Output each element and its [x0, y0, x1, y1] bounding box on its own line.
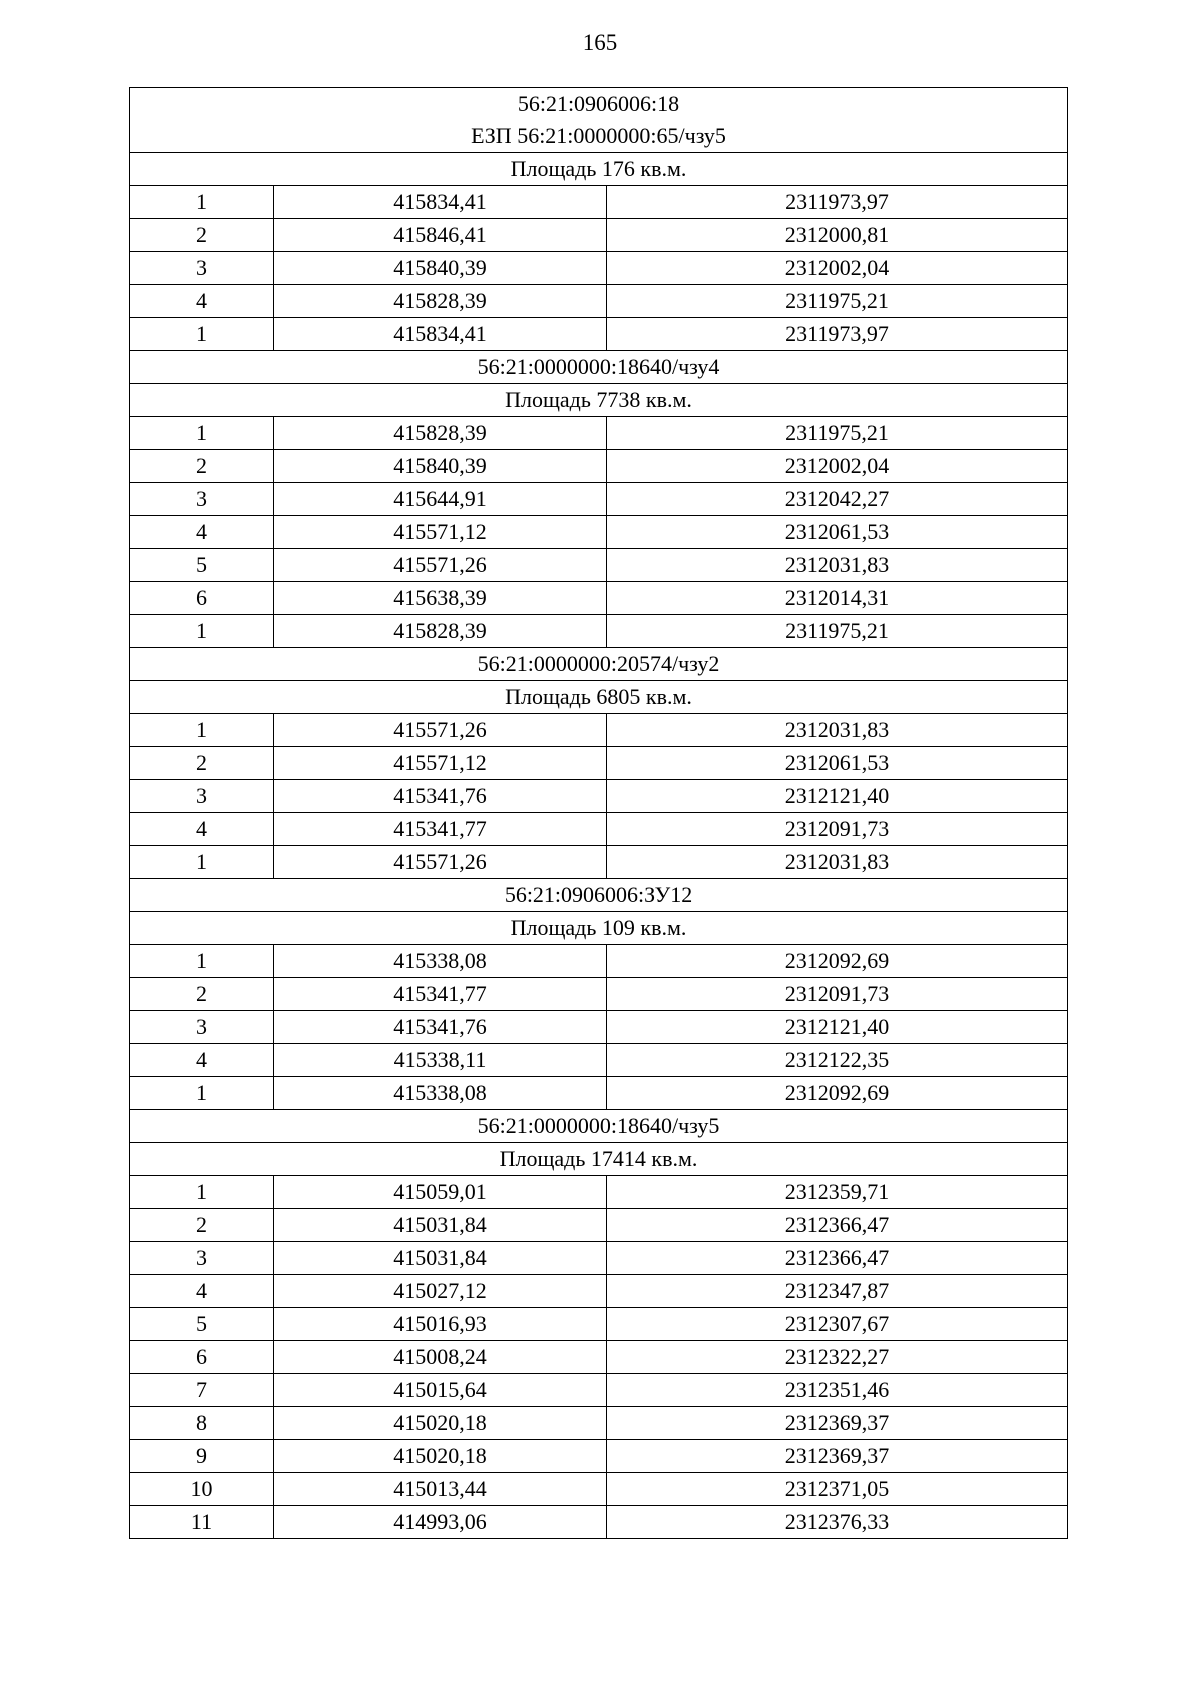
- coordinate-y: 2312000,81: [607, 219, 1068, 252]
- table-row: [130, 1011, 1068, 1044]
- coordinate-x: 415341,76: [274, 780, 607, 813]
- coordinate-y: 2312359,71: [607, 1176, 1068, 1209]
- point-number: 7: [130, 1374, 274, 1407]
- point-number: 3: [130, 1242, 274, 1275]
- coordinate-x: 415840,39: [274, 450, 607, 483]
- point-number: 4: [130, 813, 274, 846]
- point-number: 6: [130, 1341, 274, 1374]
- coordinate-x: 415015,64: [274, 1374, 607, 1407]
- coordinate-y: 2312347,87: [607, 1275, 1068, 1308]
- point-number: 2: [130, 747, 274, 780]
- coordinate-y: 2311975,21: [607, 285, 1068, 318]
- table-row: [130, 516, 1068, 549]
- point-number: 2: [130, 450, 274, 483]
- table-row: [130, 417, 1068, 450]
- table-row: [130, 1308, 1068, 1341]
- table-row: [130, 945, 1068, 978]
- point-number: 1: [130, 615, 274, 648]
- parcel-id: 56:21:0000000:18640/чзу4: [477, 354, 720, 379]
- coordinate-y: 2312002,04: [607, 252, 1068, 285]
- table-row: [130, 1341, 1068, 1374]
- table-row: [130, 450, 1068, 483]
- point-number: 1: [130, 945, 274, 978]
- parcel-area-row: [130, 1143, 1068, 1176]
- table-row: [130, 1275, 1068, 1308]
- coordinate-y: 2311975,21: [607, 615, 1068, 648]
- parcel-header-row: [130, 88, 1068, 153]
- coordinate-x: 415834,41: [274, 318, 607, 351]
- table-row: [130, 615, 1068, 648]
- coordinate-x: 415571,26: [274, 846, 607, 879]
- coordinate-y: 2311973,97: [607, 186, 1068, 219]
- point-number: 3: [130, 252, 274, 285]
- coordinate-y: 2312031,83: [607, 714, 1068, 747]
- parcel-id: 56:21:0906006:ЗУ12: [504, 882, 693, 907]
- coordinate-y: 2312031,83: [607, 846, 1068, 879]
- coordinate-x: 415571,12: [274, 516, 607, 549]
- coordinate-y: 2312376,33: [607, 1506, 1068, 1539]
- table-row: [130, 1506, 1068, 1539]
- point-number: 1: [130, 1077, 274, 1110]
- parcel-header-cell: [130, 351, 1068, 384]
- point-number: 1: [130, 1176, 274, 1209]
- point-number: 11: [130, 1506, 274, 1539]
- table-row: [130, 1407, 1068, 1440]
- coordinate-x: 415031,84: [274, 1242, 607, 1275]
- coordinate-x: 415020,18: [274, 1407, 607, 1440]
- parcel-header-cell: [130, 648, 1068, 681]
- coordinate-y: 2312121,40: [607, 780, 1068, 813]
- parcel-area: Площадь 176 кв.м.: [130, 153, 1068, 186]
- parcel-area: Площадь 109 кв.м.: [130, 912, 1068, 945]
- point-number: 4: [130, 1275, 274, 1308]
- parcel-header-row: [130, 351, 1068, 384]
- point-number: 5: [130, 1308, 274, 1341]
- coordinate-y: 2312014,31: [607, 582, 1068, 615]
- table-row: [130, 747, 1068, 780]
- parcel-area: Площадь 7738 кв.м.: [130, 384, 1068, 417]
- table-row: [130, 1077, 1068, 1110]
- parcel-area-row: [130, 153, 1068, 186]
- parcel-area-row: [130, 912, 1068, 945]
- coordinate-x: 415834,41: [274, 186, 607, 219]
- table-row: [130, 1374, 1068, 1407]
- table-row: [130, 582, 1068, 615]
- table-row: [130, 846, 1068, 879]
- page-number: 165: [582, 30, 618, 55]
- coordinate-x: 415828,39: [274, 417, 607, 450]
- table-row: [130, 1044, 1068, 1077]
- parcel-area: Площадь 17414 кв.м.: [130, 1143, 1068, 1176]
- table-row: [130, 186, 1068, 219]
- table-row: [130, 549, 1068, 582]
- parcel-id: 56:21:0000000:20574/чзу2: [477, 651, 720, 676]
- table-row: [130, 483, 1068, 516]
- table-row: [130, 780, 1068, 813]
- parcel-header-row: [130, 879, 1068, 912]
- table-row: [130, 978, 1068, 1011]
- coordinate-x: 415338,08: [274, 945, 607, 978]
- point-number: 10: [130, 1473, 274, 1506]
- coordinate-x: 415846,41: [274, 219, 607, 252]
- point-number: 4: [130, 285, 274, 318]
- coordinate-x: 415644,91: [274, 483, 607, 516]
- coordinate-x: 415571,26: [274, 714, 607, 747]
- parcel-header-cell: [130, 88, 1068, 153]
- point-number: 9: [130, 1440, 274, 1473]
- coordinate-x: 415338,11: [274, 1044, 607, 1077]
- point-number: 4: [130, 1044, 274, 1077]
- coordinate-x: 415027,12: [274, 1275, 607, 1308]
- coordinate-x: 415013,44: [274, 1473, 607, 1506]
- coordinate-y: 2312061,53: [607, 516, 1068, 549]
- parcel-area-row: [130, 681, 1068, 714]
- coordinate-x: 415840,39: [274, 252, 607, 285]
- coordinate-x: 415638,39: [274, 582, 607, 615]
- parcel-header-row: [130, 1110, 1068, 1143]
- coordinate-x: 415341,77: [274, 813, 607, 846]
- point-number: 1: [130, 417, 274, 450]
- parcel-area-row: [130, 384, 1068, 417]
- coordinate-y: 2312042,27: [607, 483, 1068, 516]
- coordinate-y: 2312369,37: [607, 1407, 1068, 1440]
- table-row: [130, 252, 1068, 285]
- point-number: 1: [130, 714, 274, 747]
- coordinate-y: 2312002,04: [607, 450, 1068, 483]
- coordinate-y: 2311975,21: [607, 417, 1068, 450]
- parcel-area: Площадь 6805 кв.м.: [130, 681, 1068, 714]
- coordinate-y: 2312122,35: [607, 1044, 1068, 1077]
- table-row: [130, 714, 1068, 747]
- coordinate-y: 2311973,97: [607, 318, 1068, 351]
- coordinate-y: 2312092,69: [607, 1077, 1068, 1110]
- coordinate-y: 2312031,83: [607, 549, 1068, 582]
- table-row: [130, 285, 1068, 318]
- coordinate-x: 415008,24: [274, 1341, 607, 1374]
- coordinate-y: 2312061,53: [607, 747, 1068, 780]
- point-number: 2: [130, 219, 274, 252]
- parcel-id: 56:21:0000000:18640/чзу5: [477, 1113, 720, 1138]
- point-number: 1: [130, 318, 274, 351]
- table-row: [130, 1209, 1068, 1242]
- coordinate-y: 2312091,73: [607, 978, 1068, 1011]
- coordinate-x: 415341,77: [274, 978, 607, 1011]
- point-number: 3: [130, 483, 274, 516]
- parcel-header-cell: [130, 1110, 1068, 1143]
- coordinates-table-body: [130, 88, 1068, 1539]
- table-row: [130, 1440, 1068, 1473]
- coordinate-y: 2312371,05: [607, 1473, 1068, 1506]
- coordinate-x: 415338,08: [274, 1077, 607, 1110]
- point-number: 6: [130, 582, 274, 615]
- point-number: 5: [130, 549, 274, 582]
- coordinate-x: 415016,93: [274, 1308, 607, 1341]
- point-number: 3: [130, 780, 274, 813]
- coordinate-y: 2312322,27: [607, 1341, 1068, 1374]
- coordinate-x: 415828,39: [274, 615, 607, 648]
- parcel-id: ЕЗП 56:21:0000000:65/чзу5: [471, 123, 726, 148]
- table-row: [130, 1242, 1068, 1275]
- coordinate-y: 2312366,47: [607, 1242, 1068, 1275]
- coordinate-x: 415059,01: [274, 1176, 607, 1209]
- table-row: [130, 219, 1068, 252]
- coordinate-x: 415020,18: [274, 1440, 607, 1473]
- coordinate-y: 2312307,67: [607, 1308, 1068, 1341]
- coordinate-x: 415828,39: [274, 285, 607, 318]
- point-number: 1: [130, 186, 274, 219]
- coordinate-y: 2312092,69: [607, 945, 1068, 978]
- table-row: [130, 318, 1068, 351]
- parcel-header-cell: [130, 879, 1068, 912]
- point-number: 1: [130, 846, 274, 879]
- point-number: 3: [130, 1011, 274, 1044]
- coordinate-x: 415031,84: [274, 1209, 607, 1242]
- coordinate-y: 2312351,46: [607, 1374, 1068, 1407]
- coordinate-y: 2312091,73: [607, 813, 1068, 846]
- point-number: 8: [130, 1407, 274, 1440]
- coordinate-x: 415571,26: [274, 549, 607, 582]
- table-row: [130, 1473, 1068, 1506]
- table-row: [130, 813, 1068, 846]
- coordinate-x: 415571,12: [274, 747, 607, 780]
- parcel-header-row: [130, 648, 1068, 681]
- parcel-id: 56:21:0906006:18: [517, 91, 680, 116]
- point-number: 2: [130, 1209, 274, 1242]
- coordinate-y: 2312369,37: [607, 1440, 1068, 1473]
- coordinate-x: 414993,06: [274, 1506, 607, 1539]
- coordinate-y: 2312121,40: [607, 1011, 1068, 1044]
- point-number: 4: [130, 516, 274, 549]
- point-number: 2: [130, 978, 274, 1011]
- coordinates-table: [129, 87, 1068, 1539]
- table-row: [130, 1176, 1068, 1209]
- coordinate-y: 2312366,47: [607, 1209, 1068, 1242]
- coordinate-x: 415341,76: [274, 1011, 607, 1044]
